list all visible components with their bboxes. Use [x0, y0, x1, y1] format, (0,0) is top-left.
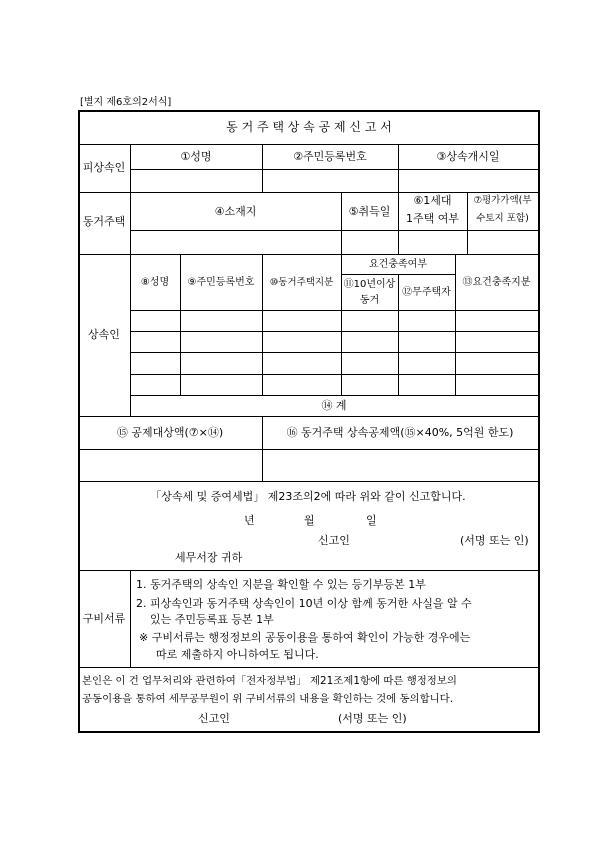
heir-name-header: ⑧성명 — [140, 277, 170, 288]
ten-years-header-line1: ⑪10년이상 — [343, 279, 396, 290]
document-item-1: 1. 동거주택의 상속인 지분을 확인할 수 있는 등기부등본 1부 — [136, 578, 426, 591]
decedent-rrn-header: ②주민등록번호 — [293, 150, 367, 163]
deduction-amount-header: ⑯ 동거주택 상속공제액(⑮×40%, 5억원 한도) — [286, 426, 514, 439]
documents-note: ※ 구비서류는 행정정보의 공동이용을 통하여 확인이 가능한 경우에는 — [139, 631, 471, 644]
deduction-base-header: ⑮ 공제대상액(⑦×⑭) — [116, 426, 224, 439]
heirs-label: 상속인 — [88, 328, 120, 341]
house-acq-date-header: ⑤취득일 — [348, 205, 391, 218]
date-day: 일 — [366, 514, 377, 527]
heirs-total-label: ⑭ 계 — [321, 399, 347, 412]
decedent-name-header: ①성명 — [180, 150, 212, 163]
house-value-header-line1: ⑦평가가액(부 — [473, 195, 532, 206]
consent-line-2: 공동이용을 통하여 세무공무원이 위 구비서류의 내용을 확인하는 것에 동의합니다. — [82, 693, 453, 705]
heir-rrn-header: ⑨주민등록번호 — [187, 277, 255, 288]
addressee: 세무서장 귀하 — [175, 551, 243, 564]
decedent-label: 피상속인 — [82, 161, 126, 174]
documents-note-cont: 따로 제출하지 아니하여도 됩니다. — [156, 648, 319, 661]
form-label: [별지 제6호의2서식] — [80, 97, 172, 108]
house-value-header-line2: 수토지 포함) — [476, 213, 529, 224]
form-title: 동 거 주 택 상 속 공 제 신 고 서 — [226, 120, 392, 134]
document-item-2: 2. 피상속인과 동거주택 상속인이 10년 이상 함께 동거한 사실을 알 수 — [136, 597, 472, 610]
req-share-header: ⑬요건충족지분 — [462, 277, 531, 288]
ten-years-header-line2: 동거 — [359, 295, 380, 306]
heir-share-header: ⑩동거주택지분 — [269, 277, 334, 288]
one-house-header-line2: 1주택 여부 — [406, 212, 459, 225]
house-label: 동거주택 — [82, 215, 126, 228]
house-address-header: ④소재지 — [214, 205, 257, 218]
consent-line-1: 본인은 이 건 업무처리와 관련하여「전자정부법」 제21조제1항에 따른 행정정보의 — [82, 675, 457, 687]
no-house-header: ⑫무주택자 — [402, 287, 451, 298]
consent-signature-note: (서명 또는 인) — [338, 712, 407, 725]
one-house-header-line1: ⑥1세대 — [413, 194, 452, 207]
consent-declarant-label: 신고인 — [198, 712, 230, 725]
decedent-date-header: ③상속개시일 — [436, 150, 500, 163]
declaration-statement: 「상속세 및 증여세법」 제23조의2에 따라 위와 같이 신고합니다. — [150, 490, 466, 503]
documents-label: 구비서류 — [82, 612, 126, 625]
document-item-2-cont: 있는 주민등록표 등본 1부 — [150, 613, 274, 626]
date-year: 년 — [244, 514, 255, 527]
requirement-header: 요건충족여부 — [369, 259, 427, 270]
signature-note: (서명 또는 인) — [460, 534, 529, 547]
declarant-label: 신고인 — [318, 534, 350, 547]
date-month: 월 — [304, 514, 315, 527]
